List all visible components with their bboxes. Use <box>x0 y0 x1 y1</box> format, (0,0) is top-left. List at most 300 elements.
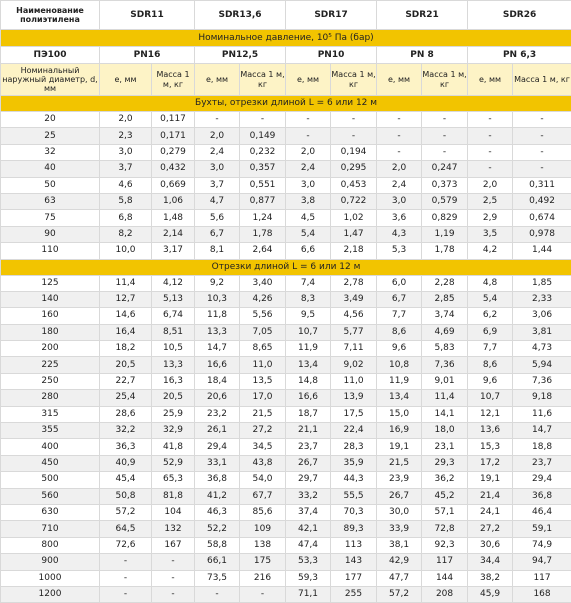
mass-cell: 5,77 <box>331 324 377 340</box>
mass-cell: 3,06 <box>513 308 571 324</box>
mass-cell: 2,78 <box>331 275 377 291</box>
mass-cell: 22,4 <box>331 423 377 439</box>
wall-cell: 64,5 <box>100 521 152 537</box>
mass-cell: 89,3 <box>331 521 377 537</box>
mass-cell: 1,78 <box>422 243 468 259</box>
diameter-cell: 250 <box>1 373 100 389</box>
mass-cell: 0,432 <box>152 161 195 177</box>
diameter-cell: 63 <box>1 193 100 209</box>
wall-cell: 14,8 <box>286 373 331 389</box>
mass-cell: - <box>513 128 571 144</box>
mass-cell: 0,232 <box>240 144 286 160</box>
wall-cell: 17,2 <box>468 455 513 471</box>
wall-cell: 45,9 <box>468 586 513 602</box>
wall-cell: 33,2 <box>286 488 331 504</box>
wall-cell: 27,2 <box>468 521 513 537</box>
mass-cell: - <box>513 144 571 160</box>
wall-cell: 72,6 <box>100 537 152 553</box>
table-row <box>1 161 571 177</box>
mass-cell: 13,3 <box>152 357 195 373</box>
wall-cell: 8,3 <box>286 291 331 307</box>
wall-cell: - <box>286 128 331 144</box>
mass-cell: 70,3 <box>331 504 377 520</box>
mass-cell: 2,33 <box>513 291 571 307</box>
mass-cell: 2,18 <box>331 243 377 259</box>
pn-16-label: PN16 <box>100 47 195 64</box>
mass-cell: 17,5 <box>331 406 377 422</box>
wall-cell: 2,4 <box>286 161 331 177</box>
wall-cell: 29,4 <box>195 439 240 455</box>
wall-cell: - <box>100 570 152 586</box>
diameter-cell: 560 <box>1 488 100 504</box>
mass-cell: 143 <box>331 554 377 570</box>
diameter-cell: 1000 <box>1 570 100 586</box>
wall-cell: 46,3 <box>195 504 240 520</box>
mass-cell: 81,8 <box>152 488 195 504</box>
pn-6-3-label: PN 6,3 <box>468 47 571 64</box>
sdr-13-6-header: SDR13,6 <box>195 1 286 30</box>
table-row <box>1 570 571 586</box>
diameter-cell: 110 <box>1 243 100 259</box>
mass-cell: 7,36 <box>513 373 571 389</box>
mass-cell: 17,0 <box>240 390 286 406</box>
mass-cell: 138 <box>240 537 286 553</box>
wall-cell: 6,6 <box>286 243 331 259</box>
mass-cell: 5,13 <box>152 291 195 307</box>
mass-cell: 3,17 <box>152 243 195 259</box>
table-row <box>1 308 571 324</box>
mass-cell: 18,8 <box>513 439 571 455</box>
wall-cell: 13,3 <box>195 324 240 340</box>
mass-cell: 11,0 <box>240 357 286 373</box>
mass-cell: 45,2 <box>422 488 468 504</box>
wall-cell: 34,4 <box>468 554 513 570</box>
sdr-11-header: SDR11 <box>100 1 195 30</box>
wall-cell: 13,4 <box>377 390 422 406</box>
pn-10-label: PN10 <box>286 47 377 64</box>
wall-cell: 14,7 <box>195 341 240 357</box>
mass-cell: 1,85 <box>513 275 571 291</box>
mass-cell: 4,12 <box>152 275 195 291</box>
wall-cell: 22,7 <box>100 373 152 389</box>
table-row <box>1 210 571 226</box>
wall-cell: 30,0 <box>377 504 422 520</box>
mass-cell: 16,3 <box>152 373 195 389</box>
wall-cell: 16,4 <box>100 324 152 340</box>
mass-cell: 67,7 <box>240 488 286 504</box>
wall-cell: 8,2 <box>100 226 152 242</box>
pn-12-5-label: PN12,5 <box>195 47 286 64</box>
mass-cell: 0,978 <box>513 226 571 242</box>
mass-cell: 36,8 <box>513 488 571 504</box>
section-title-row <box>1 259 571 275</box>
wall-cell: 6,7 <box>377 291 422 307</box>
mass-cell: 72,8 <box>422 521 468 537</box>
table-row <box>1 554 571 570</box>
mass-cell: 44,3 <box>331 472 377 488</box>
wall-cell: 53,3 <box>286 554 331 570</box>
wall-cell: 9,2 <box>195 275 240 291</box>
wall-cell: 6,2 <box>468 308 513 324</box>
mass-cell: 41,8 <box>152 439 195 455</box>
table-row <box>1 521 571 537</box>
wall-cell: 5,4 <box>468 291 513 307</box>
wall-cell: 50,8 <box>100 488 152 504</box>
wall-label: е, мм <box>286 64 331 96</box>
wall-cell: 18,7 <box>286 406 331 422</box>
mass-cell: 27,2 <box>240 423 286 439</box>
wall-cell: - <box>377 128 422 144</box>
sdr-21-header: SDR21 <box>377 1 468 30</box>
wall-cell: 45,4 <box>100 472 152 488</box>
wall-cell: 2,0 <box>195 128 240 144</box>
mass-cell: 1,19 <box>422 226 468 242</box>
wall-cell: - <box>377 144 422 160</box>
pe100-label: ПЭ100 <box>1 47 100 64</box>
wall-cell: 4,3 <box>377 226 422 242</box>
diameter-cell: 900 <box>1 554 100 570</box>
wall-cell: 52,2 <box>195 521 240 537</box>
mass-cell: 113 <box>331 537 377 553</box>
mass-cell: 0,357 <box>240 161 286 177</box>
mass-cell: 3,40 <box>240 275 286 291</box>
wall-cell: 21,1 <box>286 423 331 439</box>
table-row <box>1 226 571 242</box>
diameter-cell: 400 <box>1 439 100 455</box>
table-row <box>1 406 571 422</box>
wall-cell: 16,6 <box>195 357 240 373</box>
wall-cell: 8,6 <box>468 357 513 373</box>
mass-cell: 0,579 <box>422 193 468 209</box>
mass-cell: 28,3 <box>331 439 377 455</box>
mass-cell: 59,1 <box>513 521 571 537</box>
table-row <box>1 275 571 291</box>
mass-cell: 6,74 <box>152 308 195 324</box>
mass-cell: - <box>331 112 377 128</box>
mass-cell: 57,1 <box>422 504 468 520</box>
mass-cell: 35,9 <box>331 455 377 471</box>
mass-cell: 14,1 <box>422 406 468 422</box>
wall-cell: 2,0 <box>286 144 331 160</box>
wall-cell: 58,8 <box>195 537 240 553</box>
mass-cell: 13,5 <box>240 373 286 389</box>
mass-cell: 4,56 <box>331 308 377 324</box>
wall-cell: 19,1 <box>468 472 513 488</box>
wall-cell: 8,6 <box>377 324 422 340</box>
mass-cell: 11,0 <box>331 373 377 389</box>
mass-cell: 117 <box>513 570 571 586</box>
mass-cell: 175 <box>240 554 286 570</box>
mass-cell: 9,02 <box>331 357 377 373</box>
sdr-header-row <box>1 1 571 30</box>
mass-cell: 43,8 <box>240 455 286 471</box>
mass-cell: 2,64 <box>240 243 286 259</box>
wall-cell: 21,5 <box>377 455 422 471</box>
wall-cell: 57,2 <box>377 586 422 602</box>
diameter-cell: 200 <box>1 341 100 357</box>
table-row <box>1 357 571 373</box>
mass-cell: 18,0 <box>422 423 468 439</box>
table-row <box>1 455 571 471</box>
diameter-cell: 800 <box>1 537 100 553</box>
wall-cell: 2,0 <box>100 112 152 128</box>
wall-cell: 23,9 <box>377 472 422 488</box>
diameter-cell: 140 <box>1 291 100 307</box>
mass-label: Масса 1 м, кг <box>331 64 377 96</box>
diameter-cell: 32 <box>1 144 100 160</box>
wall-cell: 16,6 <box>286 390 331 406</box>
wall-cell: 57,2 <box>100 504 152 520</box>
pn-row <box>1 47 571 64</box>
wall-cell: - <box>100 586 152 602</box>
wall-cell: 38,1 <box>377 537 422 553</box>
mass-cell: 0,669 <box>152 177 195 193</box>
wall-cell: 25,4 <box>100 390 152 406</box>
mass-cell: 20,5 <box>152 390 195 406</box>
mass-cell: 8,65 <box>240 341 286 357</box>
table-row <box>1 537 571 553</box>
mass-cell: 23,1 <box>422 439 468 455</box>
mass-cell: 0,722 <box>331 193 377 209</box>
mass-cell: 1,02 <box>331 210 377 226</box>
wall-cell: 11,9 <box>377 373 422 389</box>
wall-cell: 5,6 <box>195 210 240 226</box>
wall-cell: 3,7 <box>195 177 240 193</box>
mass-label: Масса 1 м, кг <box>152 64 195 96</box>
mass-cell: 52,9 <box>152 455 195 471</box>
wall-cell: 10,0 <box>100 243 152 259</box>
wall-cell: 36,3 <box>100 439 152 455</box>
wall-cell: 37,4 <box>286 504 331 520</box>
diameter-cell: 25 <box>1 128 100 144</box>
wall-cell: 4,5 <box>286 210 331 226</box>
wall-cell: 5,8 <box>100 193 152 209</box>
wall-cell: - <box>468 144 513 160</box>
table-row <box>1 504 571 520</box>
mass-cell: 7,05 <box>240 324 286 340</box>
mass-cell: 21,5 <box>240 406 286 422</box>
mass-cell: - <box>422 128 468 144</box>
wall-cell: 32,2 <box>100 423 152 439</box>
wall-cell: 10,8 <box>377 357 422 373</box>
table-row <box>1 341 571 357</box>
wall-cell: 30,6 <box>468 537 513 553</box>
section-title-cuts: Отрезки длиной L = 6 или 12 м <box>1 259 571 275</box>
mass-cell: 0,295 <box>331 161 377 177</box>
wall-cell: 15,3 <box>468 439 513 455</box>
table-row <box>1 291 571 307</box>
diameter-label: Номинальный наружный диаметр, d, мм <box>1 64 100 96</box>
pn-8-label: PN 8 <box>377 47 468 64</box>
wall-cell: 29,7 <box>286 472 331 488</box>
mass-cell: 55,5 <box>331 488 377 504</box>
wall-cell: 71,1 <box>286 586 331 602</box>
wall-cell: 24,1 <box>468 504 513 520</box>
sdr-26-header: SDR26 <box>468 1 571 30</box>
mass-cell: 1,44 <box>513 243 571 259</box>
mass-cell: 29,4 <box>513 472 571 488</box>
mass-cell: 9,18 <box>513 390 571 406</box>
table-row <box>1 390 571 406</box>
wall-cell: 15,0 <box>377 406 422 422</box>
mass-cell: 3,81 <box>513 324 571 340</box>
mass-cell: 1,48 <box>152 210 195 226</box>
wall-cell: 18,2 <box>100 341 152 357</box>
table-row <box>1 439 571 455</box>
wall-cell: 40,9 <box>100 455 152 471</box>
mass-cell: 0,829 <box>422 210 468 226</box>
mass-cell: 0,194 <box>331 144 377 160</box>
wall-cell: - <box>468 112 513 128</box>
diameter-cell: 315 <box>1 406 100 422</box>
mass-cell: 0,149 <box>240 128 286 144</box>
wall-cell: 42,1 <box>286 521 331 537</box>
section-coils-rows <box>1 112 571 260</box>
mass-cell: 168 <box>513 586 571 602</box>
diameter-cell: 630 <box>1 504 100 520</box>
mass-cell: 23,7 <box>513 455 571 471</box>
wall-cell: 42,9 <box>377 554 422 570</box>
diameter-cell: 1200 <box>1 586 100 602</box>
wall-cell: 6,9 <box>468 324 513 340</box>
mass-cell: 4,73 <box>513 341 571 357</box>
table-row <box>1 128 571 144</box>
wall-cell: 2,4 <box>377 177 422 193</box>
wall-cell: 3,7 <box>100 161 152 177</box>
wall-cell: 13,4 <box>286 357 331 373</box>
wall-cell: 3,6 <box>377 210 422 226</box>
table-row <box>1 472 571 488</box>
wall-cell: 13,6 <box>468 423 513 439</box>
mass-cell: 0,373 <box>422 177 468 193</box>
wall-cell: 6,0 <box>377 275 422 291</box>
wall-cell: 3,8 <box>286 193 331 209</box>
table-row <box>1 177 571 193</box>
mass-cell: - <box>240 112 286 128</box>
mass-cell: 36,2 <box>422 472 468 488</box>
mass-cell: 104 <box>152 504 195 520</box>
mass-cell: 0,171 <box>152 128 195 144</box>
diameter-cell: 40 <box>1 161 100 177</box>
mass-cell: 3,74 <box>422 308 468 324</box>
mass-cell: 13,9 <box>331 390 377 406</box>
section-cuts-rows <box>1 275 571 603</box>
mass-cell: 4,69 <box>422 324 468 340</box>
mass-cell: 0,117 <box>152 112 195 128</box>
wall-cell: 26,7 <box>286 455 331 471</box>
mass-cell: - <box>240 586 286 602</box>
table-row <box>1 488 571 504</box>
pressure-label: Номинальное давление, 10⁵ Па (бар) <box>1 30 571 47</box>
wall-cell: 11,9 <box>286 341 331 357</box>
mass-cell: 0,492 <box>513 193 571 209</box>
mass-cell: 8,51 <box>152 324 195 340</box>
diameter-cell: 180 <box>1 324 100 340</box>
wall-cell: 3,0 <box>100 144 152 160</box>
wall-cell: 3,5 <box>468 226 513 242</box>
table-row <box>1 243 571 259</box>
wall-cell: 9,6 <box>377 341 422 357</box>
section-title-row <box>1 96 571 112</box>
table-row <box>1 324 571 340</box>
wall-cell: 33,1 <box>195 455 240 471</box>
wall-cell: 14,6 <box>100 308 152 324</box>
mass-cell: 46,4 <box>513 504 571 520</box>
mass-cell: 2,14 <box>152 226 195 242</box>
mass-cell: - <box>331 128 377 144</box>
mass-cell: 0,247 <box>422 161 468 177</box>
wall-cell: 9,6 <box>468 373 513 389</box>
mass-cell: 2,28 <box>422 275 468 291</box>
wall-cell: 38,2 <box>468 570 513 586</box>
mass-label: Масса 1 м, кг <box>422 64 468 96</box>
wall-cell: - <box>377 112 422 128</box>
mass-cell: 29,3 <box>422 455 468 471</box>
mass-cell: 34,5 <box>240 439 286 455</box>
mass-cell: 144 <box>422 570 468 586</box>
mass-cell: 109 <box>240 521 286 537</box>
wall-cell: 2,9 <box>468 210 513 226</box>
wall-cell: - <box>468 128 513 144</box>
table-row <box>1 423 571 439</box>
wall-cell: 2,0 <box>377 161 422 177</box>
wall-cell: 2,5 <box>468 193 513 209</box>
wall-cell: 26,1 <box>195 423 240 439</box>
mass-cell: 0,453 <box>331 177 377 193</box>
wall-cell: 23,2 <box>195 406 240 422</box>
wall-cell: 12,1 <box>468 406 513 422</box>
mass-cell: 5,56 <box>240 308 286 324</box>
mass-cell: - <box>152 554 195 570</box>
mass-cell: 32,9 <box>152 423 195 439</box>
sdr-17-header: SDR17 <box>286 1 377 30</box>
wall-label: е, мм <box>377 64 422 96</box>
diameter-cell: 450 <box>1 455 100 471</box>
wall-label: е, мм <box>100 64 152 96</box>
mass-cell: 1,06 <box>152 193 195 209</box>
table-row <box>1 144 571 160</box>
wall-cell: 11,4 <box>100 275 152 291</box>
wall-cell: 47,4 <box>286 537 331 553</box>
diameter-cell: 280 <box>1 390 100 406</box>
wall-label: е, мм <box>195 64 240 96</box>
wall-cell: 66,1 <box>195 554 240 570</box>
section-title-coils: Бухты, отрезки длиной L = 6 или 12 м <box>1 96 571 112</box>
mass-label: Масса 1 м, кг <box>240 64 286 96</box>
mass-cell: 167 <box>152 537 195 553</box>
mass-cell: 10,5 <box>152 341 195 357</box>
mass-cell: 7,11 <box>331 341 377 357</box>
mass-cell: 0,279 <box>152 144 195 160</box>
mass-cell: 1,78 <box>240 226 286 242</box>
mass-cell: 11,4 <box>422 390 468 406</box>
mass-cell: 5,94 <box>513 357 571 373</box>
mass-cell: 0,311 <box>513 177 571 193</box>
mass-cell: 177 <box>331 570 377 586</box>
table-row <box>1 586 571 602</box>
wall-cell: 26,7 <box>377 488 422 504</box>
wall-cell: 4,8 <box>468 275 513 291</box>
mass-cell: 54,0 <box>240 472 286 488</box>
mass-cell: 11,6 <box>513 406 571 422</box>
wall-cell: 20,6 <box>195 390 240 406</box>
mass-cell: 3,49 <box>331 291 377 307</box>
mass-cell: 117 <box>422 554 468 570</box>
diameter-cell: 160 <box>1 308 100 324</box>
wall-cell: 73,5 <box>195 570 240 586</box>
diameter-cell: 50 <box>1 177 100 193</box>
mass-cell: 0,551 <box>240 177 286 193</box>
